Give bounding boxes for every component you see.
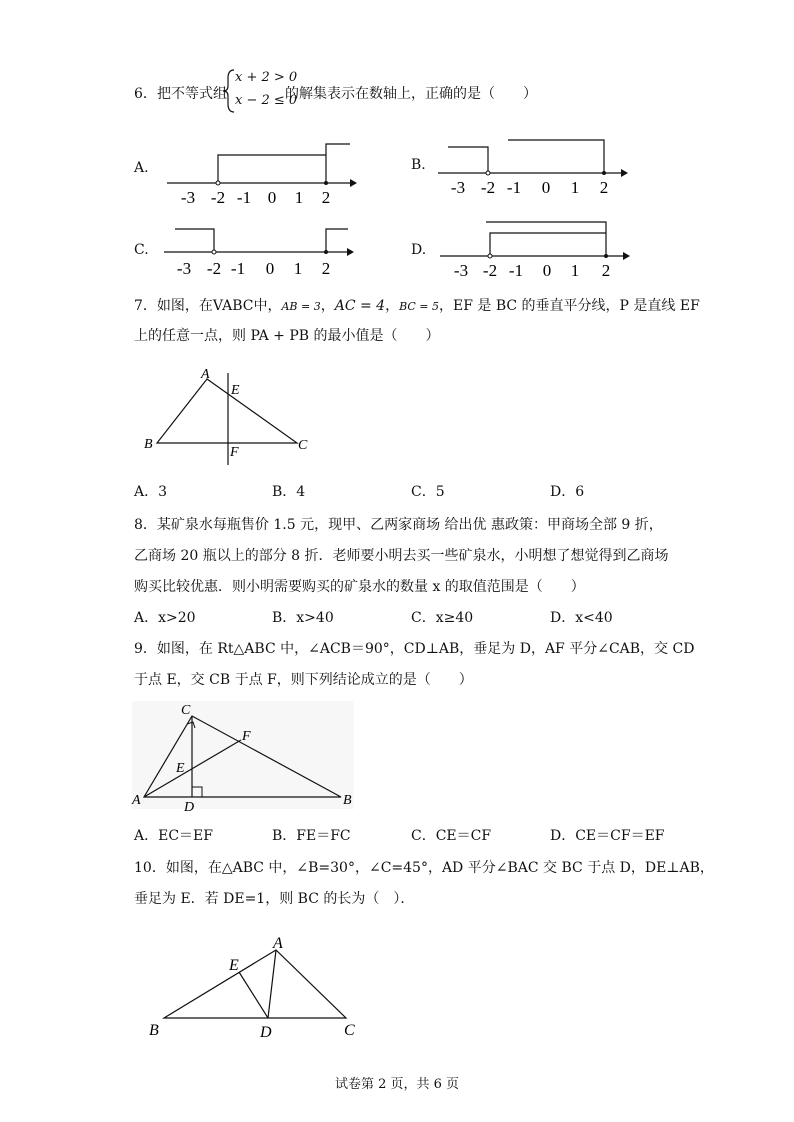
q9-label-e: E (176, 761, 185, 776)
q7-option-c: C．5 (411, 484, 445, 500)
q7-ac: AC = 4 (334, 298, 386, 314)
q10-label-c: C (344, 1022, 355, 1039)
q8-line2: 乙商场 20 瓶以上的部分 8 折．老师要小明去买一些矿泉水，小明想了想觉得到乙商场 (134, 548, 669, 564)
q6-c-tick-1: 1 (293, 259, 303, 278)
q10-line1: 10．如图，在△ABC 中，∠B=30°，∠C=45°，AD 平分∠BAC 交 BC 于点 D，DE⊥AB， (134, 860, 714, 876)
q6-system-line2: x − 2 ≤ 0 (235, 93, 298, 108)
q9-option-b: B．FE＝FC (272, 828, 351, 844)
q6-d-tick-0: 0 (542, 261, 552, 280)
q6-system-line1: x + 2 > 0 (235, 70, 298, 85)
q9-line1: 9．如图，在 Rt△ABC 中，∠ACB＝90°，CD⊥AB，垂足为 D，AF 平分∠CAB，交 CD (134, 641, 695, 657)
q6-a-tick-1: 1 (294, 188, 304, 207)
q6-a-tick-m1: -1 (236, 188, 252, 207)
q7-bc: BC = 5 (399, 300, 439, 313)
q9-option-c: C．CE＝CF (411, 828, 492, 844)
q6-option-b-label: B. (411, 157, 426, 173)
q9-option-d: D．CE＝CF＝EF (550, 828, 665, 844)
q9-label-c: C (181, 703, 191, 718)
q6-d-tick-2: 2 (601, 261, 611, 280)
q6-c-tick-2: 2 (321, 259, 331, 278)
q9-label-a: A (132, 793, 141, 808)
q7-option-a: A．3 (134, 484, 168, 500)
q7-label-f: F (230, 445, 239, 460)
q6-option-c-label: C. (134, 242, 149, 258)
q6-number-line-b (436, 135, 646, 205)
q7-line1: 7．如图，在VABC中，AB = 3，AC = 4，BC = 5，EF 是 BC 的垂直平分线，P 是直线 EF (134, 298, 700, 314)
q6-d-tick-m3: -3 (453, 261, 469, 280)
q7-triangle-name: VABC (212, 298, 254, 314)
q7-line2: 上的任意一点，则 PA + PB 的最小值是（ ） (134, 328, 440, 344)
q10-label-b: B (149, 1022, 159, 1039)
q6-c-tick-0: 0 (265, 259, 275, 278)
q6-b-tick-2: 2 (599, 178, 609, 197)
q6-stem-before: 把不等式组 (157, 86, 227, 102)
q6-c-tick-m3: -3 (176, 259, 192, 278)
q6-number-line-d (438, 218, 648, 288)
q7-option-d: D．6 (550, 484, 585, 500)
q9-figure (131, 700, 356, 815)
q9-label-d: D (184, 800, 195, 815)
q6-number-line-a (165, 138, 365, 208)
q10-line2: 垂足为 E．若 DE=1，则 BC 的长为（ ）． (134, 891, 415, 907)
q6-b-tick-m2: -2 (480, 178, 496, 197)
q8-option-b: B．x>40 (272, 610, 334, 626)
q9-label-f: F (242, 729, 251, 744)
q7-label-b: B (144, 437, 153, 452)
q6-b-tick-m1: -1 (506, 178, 522, 197)
q6-b-tick-0: 0 (541, 178, 551, 197)
q6-d-tick-m2: -2 (482, 261, 498, 280)
q7-label-c: C (298, 438, 308, 453)
q8-line1: 8．某矿泉水每瓶售价 1.5 元，现甲、乙两家商场 给出优 惠政策：甲商场全部 9 折， (134, 517, 663, 533)
q6-b-tick-m3: -3 (450, 178, 466, 197)
q9-line2: 于点 E，交 CB 于点 F，则下列结论成立的是（ ） (134, 672, 473, 688)
q8-option-c: C．x≥40 (411, 610, 474, 626)
q6-a-tick-2: 2 (321, 188, 331, 207)
q6-a-tick-0: 0 (267, 188, 277, 207)
q7-figure (140, 365, 320, 470)
q7-option-b: B．4 (272, 484, 306, 500)
q6-a-tick-m2: -2 (210, 188, 226, 207)
q10-figure (145, 932, 370, 1042)
q6-d-tick-1: 1 (570, 261, 580, 280)
q6-a-tick-m3: -3 (180, 188, 196, 207)
q6-d-tick-m1: -1 (508, 261, 524, 280)
q6-brace (222, 68, 236, 114)
q6-b-tick-1: 1 (570, 178, 580, 197)
q6-option-d-label: D. (411, 242, 427, 258)
q8-line3: 购买比较优惠．则小明需要购买的矿泉水的数量 x 的取值范围是（ ） (134, 579, 585, 595)
q6-option-a-label: A. (134, 160, 149, 176)
q7-ab: AB = 3 (281, 300, 321, 313)
q8-option-a: A．x>20 (134, 610, 196, 626)
q7-label-a: A (201, 367, 210, 382)
q6-c-tick-m1: -1 (230, 259, 246, 278)
q10-label-e: E (229, 957, 239, 974)
q6-c-tick-m2: -2 (206, 259, 222, 278)
q6-number-line-c (162, 222, 362, 292)
q6-stem-after: 的解集表示在数轴上，正确的是（ ） (285, 86, 537, 102)
q9-option-a: A．EC＝EF (134, 828, 213, 844)
q6-number: 6． (134, 86, 157, 102)
q8-option-d: D．x<40 (550, 610, 613, 626)
q9-label-b: B (343, 793, 352, 808)
q7-label-e: E (231, 383, 240, 398)
page-footer: 试卷第 2 页，共 6 页 (334, 1077, 460, 1092)
q10-label-d: D (260, 1024, 272, 1041)
q10-label-a: A (273, 935, 283, 952)
